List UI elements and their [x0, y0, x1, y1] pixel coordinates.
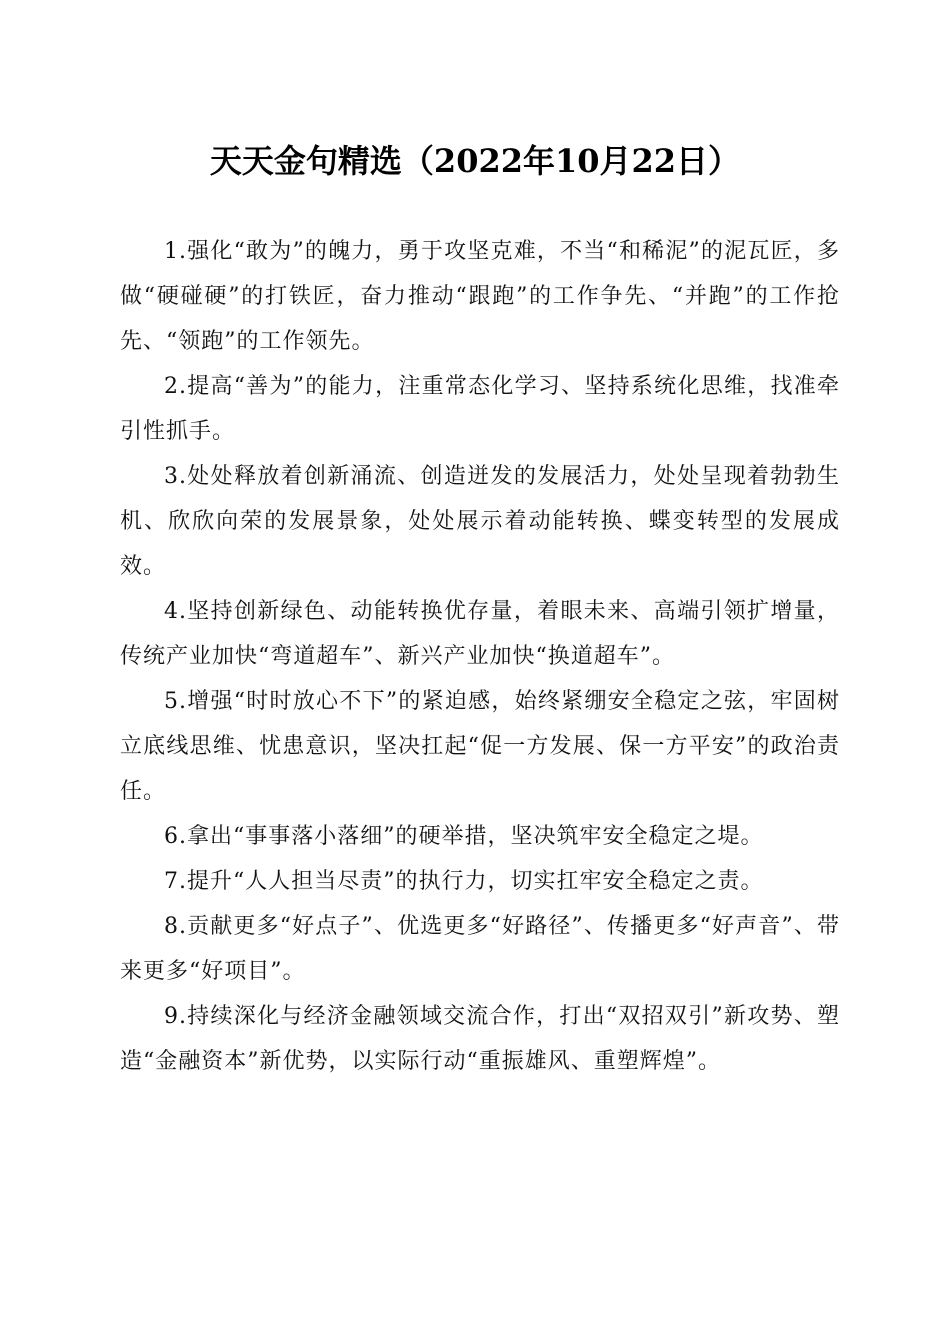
paragraph-8: 8.贡献更多“好点子”、优选更多“好路径”、传播更多“好声音”、带来更多“好项目”。 — [120, 914, 840, 984]
paragraph-5: 5.增强“时时放心不下”的紧迫感，始终紧绷安全稳定之弦，牢固树立底线思维、忧患意识，坚决扛起“促一方发展、保一方平安”的政治责任。 — [120, 689, 840, 804]
paragraph-7: 7.提升“人人担当尽责”的执行力，切实扛牢安全稳定之责。 — [164, 869, 764, 894]
document-body — [120, 229, 840, 1084]
paragraph-3: 3.处处释放着创新涌流、创造迸发的发展活力，处处呈现着勃勃生机、欣欣向荣的发展景象，处处展示着动能转换、蝶变转型的发展成效。 — [120, 464, 840, 579]
paragraph-9: 9.持续深化与经济金融领域交流合作，打出“双招双引”新攻势、塑造“金融资本”新优势，以实际行动“重振雄风、重塑辉煌”。 — [120, 1004, 840, 1074]
paragraph-6: 6.拿出“事事落小落细”的硬举措，坚决筑牢安全稳定之堤。 — [164, 824, 764, 849]
document-title: 天天金句精选（2022年10月22日） — [209, 142, 741, 180]
paragraph-1: 1.强化“敢为”的魄力，勇于攻坚克难，不当“和稀泥”的泥瓦匠，多做“硬碰硬”的打铁匠，奋力推动“跟跑”的工作争先、“并跑”的工作抢先、“领跑”的工作领先。 — [120, 239, 840, 354]
paragraph-2: 2.提高“善为”的能力，注重常态化学习、坚持系统化思维，找准牵引性抓手。 — [120, 374, 840, 444]
paragraph-4: 4.坚持创新绿色、动能转换优存量，着眼未来、高端引领扩增量，传统产业加快“弯道超车”、新兴产业加快“换道超车”。 — [120, 599, 840, 669]
